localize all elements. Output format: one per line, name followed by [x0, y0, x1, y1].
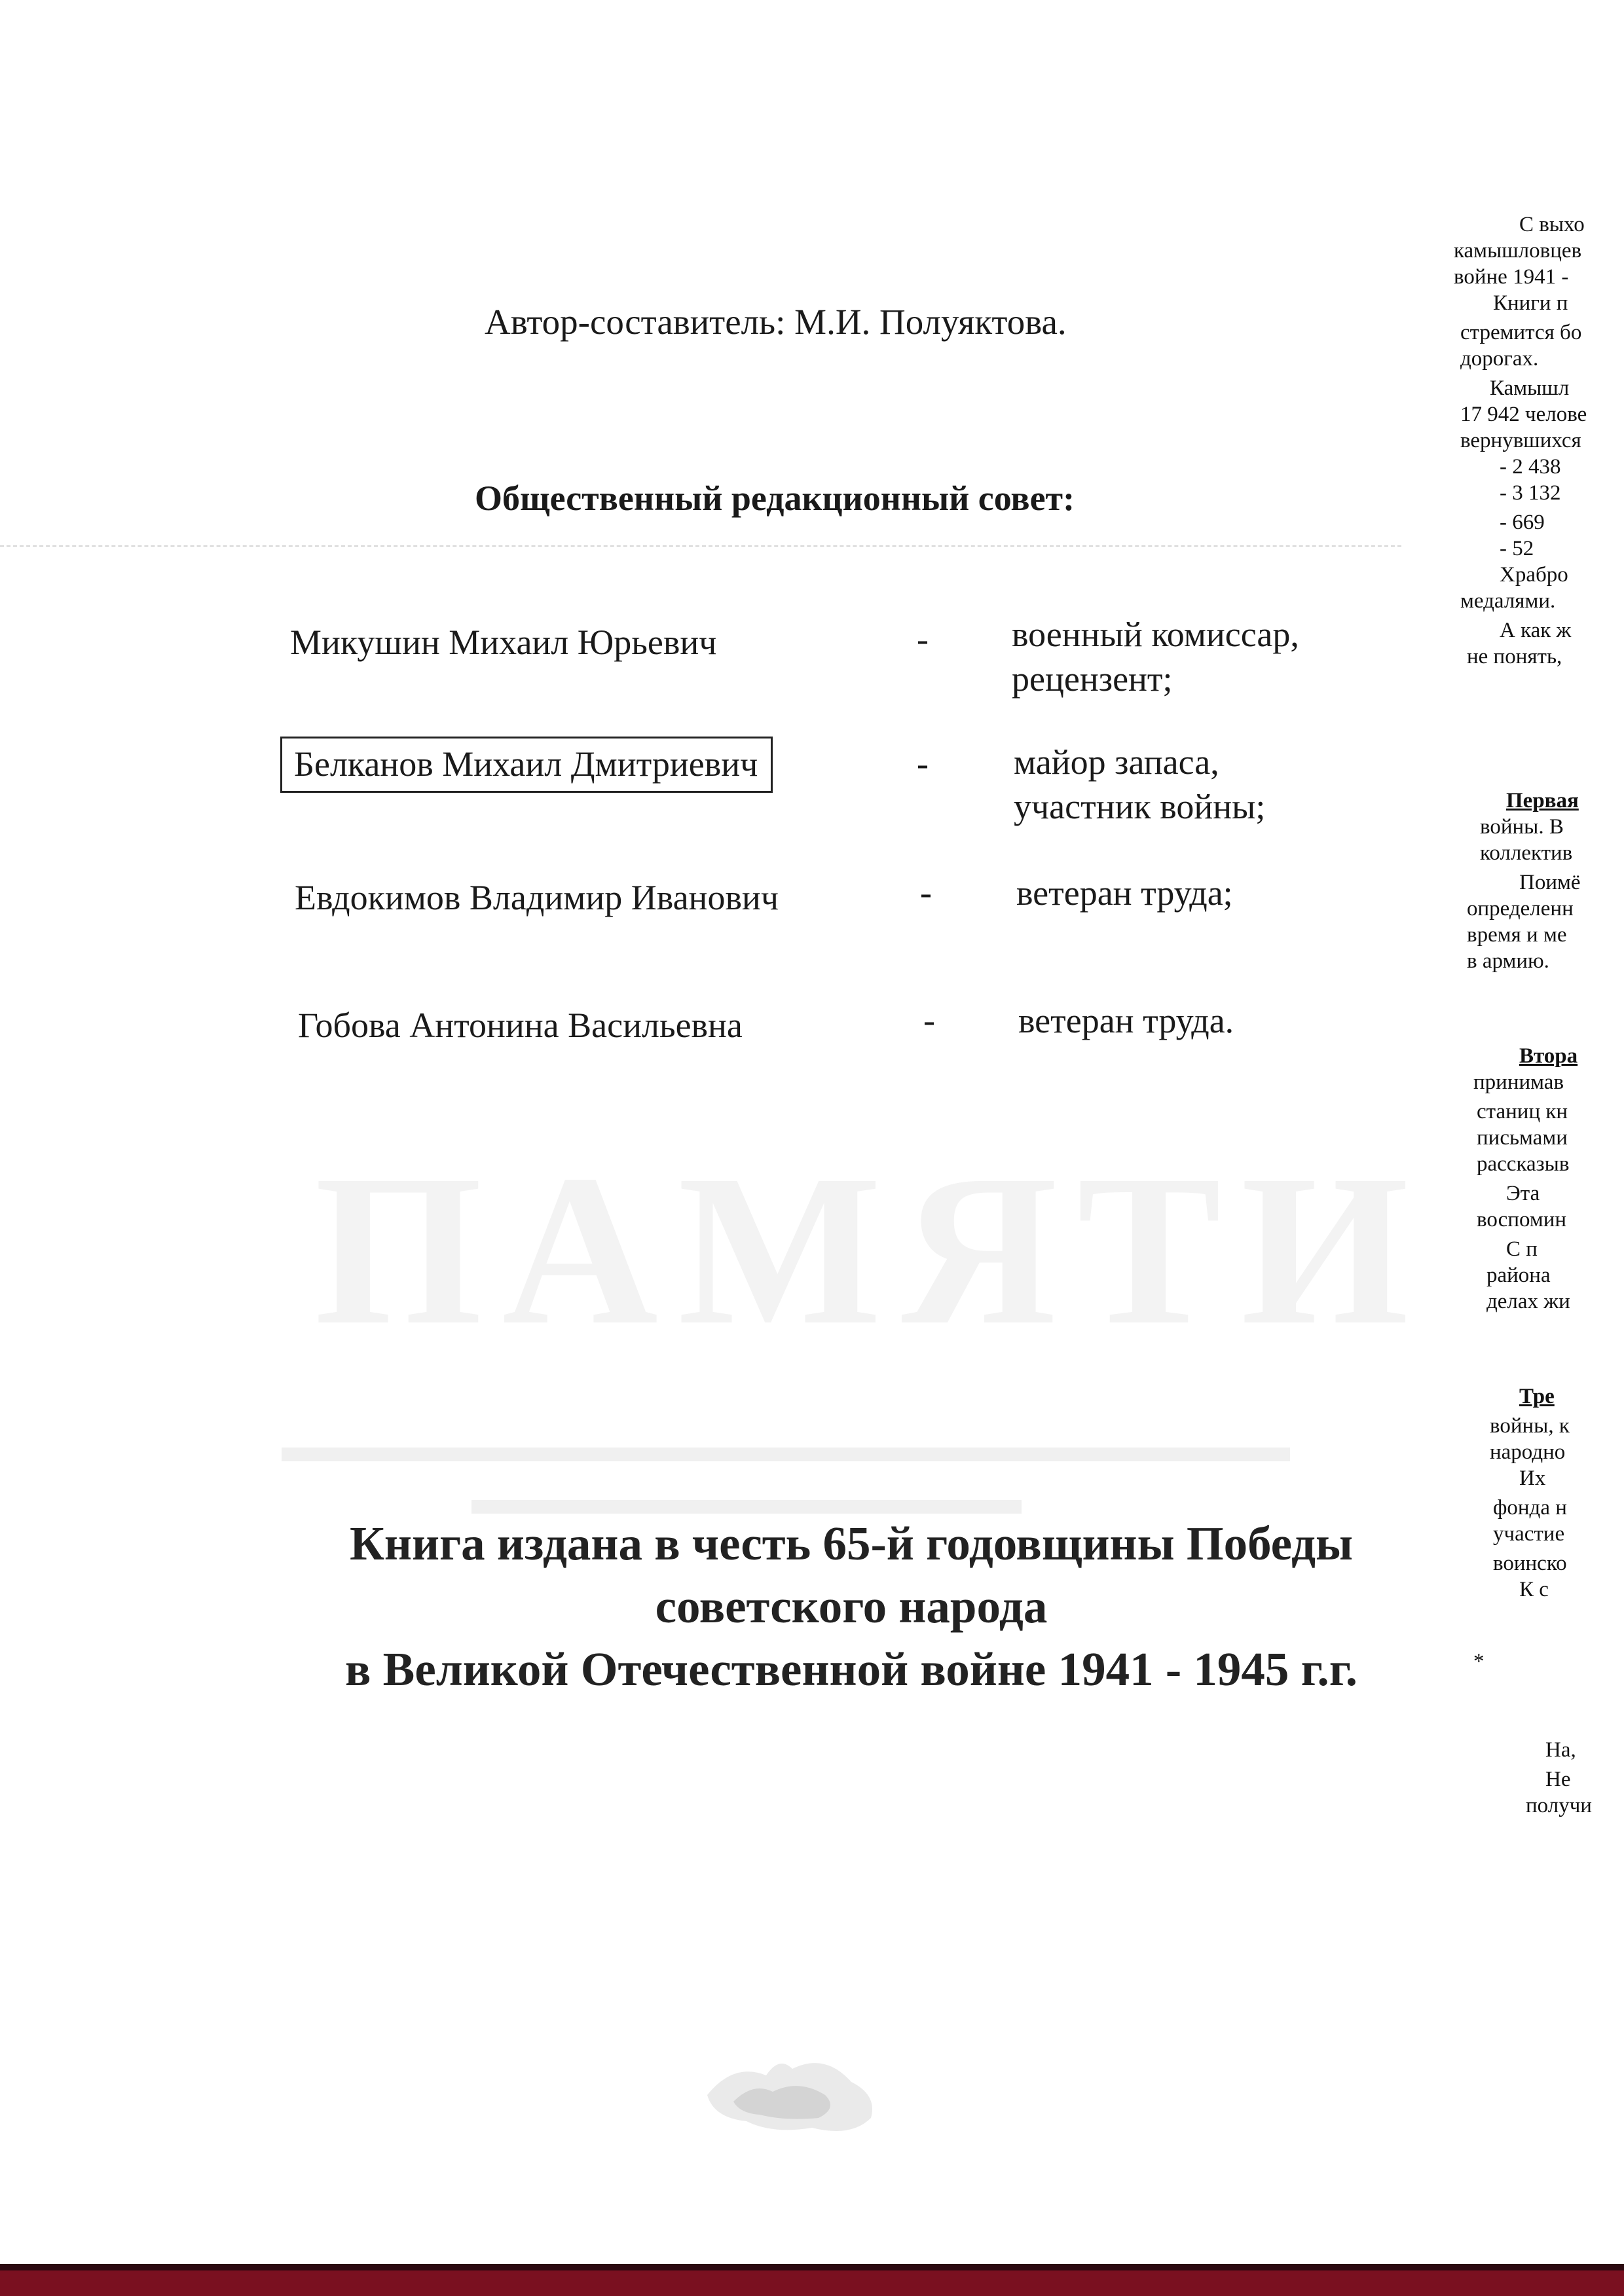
member-name: Микушин Михаил Юрьевич — [290, 623, 717, 662]
member-role: военный комиссар, рецензент; — [1012, 615, 1299, 699]
adjacent-page-fragment: коллектив — [1480, 841, 1573, 865]
adjacent-page-fragment: На, — [1545, 1738, 1576, 1762]
adjacent-page-fragment: - 669 — [1500, 511, 1545, 534]
bleed-through-ghost-line: ▬▬▬▬▬▬▬▬▬▬▬▬▬▬▬▬▬▬▬▬▬▬ — [282, 1421, 1290, 1472]
member-dash: - — [917, 744, 929, 783]
member-dash: - — [923, 1000, 935, 1040]
fold-line — [0, 545, 1401, 547]
adjacent-page-column — [1441, 210, 1624, 1846]
adjacent-page-fragment: района — [1486, 1264, 1551, 1287]
member-name-highlighted: Белканов Михаил Дмитриевич — [280, 737, 773, 793]
adjacent-page-fragment: Тре — [1519, 1385, 1555, 1408]
adjacent-page-fragment: Эта — [1506, 1182, 1540, 1205]
bleed-through-ghost-title: ПАМЯТИ — [314, 1131, 1429, 1370]
member-name: Гобова Антонина Васильевна — [298, 1006, 743, 1045]
adjacent-page-fragment: С выхо — [1519, 213, 1585, 236]
adjacent-page-fragment: время и ме — [1467, 923, 1567, 947]
adjacent-page-fragment: письмами — [1477, 1126, 1568, 1150]
adjacent-page-fragment: Храбро — [1500, 563, 1568, 587]
member-role: ветеран труда; — [1016, 873, 1233, 913]
adjacent-page-fragment: получи — [1526, 1794, 1592, 1817]
adjacent-page-fragment: медалями. — [1460, 589, 1556, 613]
author-line: Автор-составитель: М.И. Полуяктова. — [485, 302, 1067, 342]
adjacent-page-fragment: 17 942 челове — [1460, 403, 1587, 426]
adjacent-page-fragment: народно — [1490, 1440, 1566, 1464]
dedication: Книга издана в честь 65-й годовщины Победы советского народа в Великой Отечественной войне 1941 - 1945 г.г. — [345, 1517, 1357, 1696]
adjacent-page-fragment: А как ж — [1500, 619, 1572, 642]
member-dash: - — [920, 873, 932, 912]
adjacent-page-fragment: делах жи — [1486, 1290, 1570, 1313]
adjacent-page-fragment: дорогах. — [1460, 347, 1539, 371]
adjacent-page-fragment: войны. В — [1480, 815, 1564, 839]
adjacent-page-fragment: стремится бо — [1460, 321, 1582, 344]
adjacent-page-fragment: станиц кн — [1477, 1100, 1568, 1123]
adjacent-page-fragment: воинско — [1493, 1552, 1567, 1575]
adjacent-page-fragment: в армию. — [1467, 949, 1549, 973]
adjacent-page-fragment: Поимё — [1519, 871, 1581, 894]
adjacent-page-fragment: воспомин — [1477, 1208, 1567, 1231]
adjacent-page-fragment: Их — [1519, 1467, 1546, 1490]
adjacent-page-fragment: * — [1473, 1650, 1485, 1673]
flame-emblem-icon — [694, 2056, 891, 2141]
binding-edge-strip — [0, 2264, 1624, 2296]
adjacent-page-fragment: вернувшихся — [1460, 429, 1581, 452]
member-name: Евдокимов Владимир Иванович — [295, 878, 779, 917]
member-role: майор запаса, участник войны; — [1014, 742, 1266, 826]
adjacent-page-fragment: войне 1941 - — [1454, 265, 1569, 289]
member-role: ветеран труда. — [1018, 1001, 1234, 1040]
adjacent-page-fragment: Первая — [1506, 789, 1579, 812]
adjacent-page-fragment: - 52 — [1500, 537, 1534, 560]
adjacent-page-fragment: участие — [1493, 1522, 1565, 1546]
adjacent-page-fragment: К с — [1519, 1578, 1549, 1601]
member-dash: - — [917, 619, 929, 659]
adjacent-page-fragment: рассказыв — [1477, 1152, 1570, 1176]
adjacent-page-fragment: Книги п — [1493, 291, 1568, 315]
adjacent-page-fragment: камышловцев — [1454, 239, 1582, 263]
adjacent-page-fragment: Втора — [1519, 1044, 1578, 1068]
bleed-through-ghost-line: ▬▬▬▬▬▬▬▬▬▬▬▬ — [471, 1474, 1022, 1524]
adjacent-page-fragment: Не — [1545, 1768, 1571, 1791]
adjacent-page-fragment: не понять, — [1467, 645, 1562, 668]
adjacent-page-fragment: фонда н — [1493, 1496, 1567, 1520]
adjacent-page-fragment: принимав — [1473, 1070, 1564, 1094]
adjacent-page-fragment: С п — [1506, 1237, 1538, 1261]
adjacent-page-fragment: Камышл — [1490, 376, 1570, 400]
adjacent-page-fragment: определенн — [1467, 897, 1574, 920]
adjacent-page-fragment: - 3 132 — [1500, 481, 1561, 505]
adjacent-page-fragment: - 2 438 — [1500, 455, 1561, 479]
adjacent-page-fragment: войны, к — [1490, 1414, 1570, 1438]
council-title: Общественный редакционный совет: — [475, 479, 1075, 518]
